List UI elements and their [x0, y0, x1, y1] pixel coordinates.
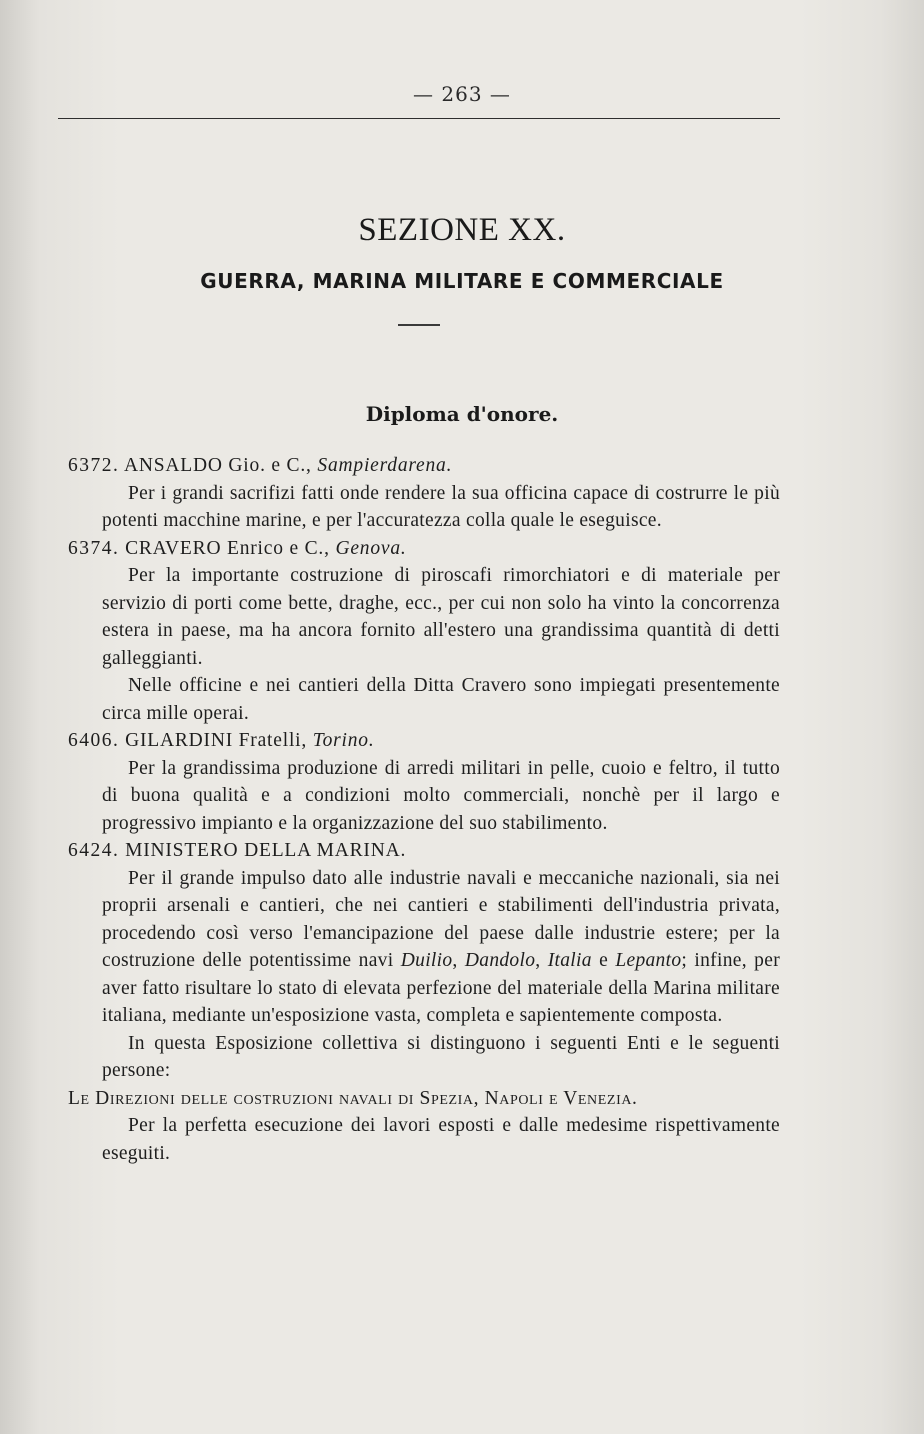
header-rule [58, 118, 780, 119]
ship-name: Lepanto [615, 950, 682, 971]
award-heading: Diploma d'onore. [365, 402, 559, 426]
page-number: — 263 — [413, 82, 511, 106]
entry-number: 6406. [68, 730, 120, 751]
entry-place: Sampierdarena. [317, 455, 453, 476]
sub-entry-heading: Le Direzioni delle costruzioni navali di Spezia, Napoli e Venezia. [68, 1087, 638, 1109]
entry-heading [68, 727, 780, 755]
conjunction: e [591, 950, 616, 971]
entry-name: CRAVERO Enrico e C., [125, 537, 330, 559]
entry-number: 6424. [68, 840, 120, 861]
separator: , [452, 950, 465, 971]
entry-paragraph [68, 865, 780, 1030]
entry-name: GILARDINI Fratelli, [125, 730, 308, 751]
entry-place: Genova. [335, 537, 407, 559]
paragraph-text: ; infine, per aver fatto risultare lo stato di elevata perfezione del materiale della Marina militare italiana, mediante un'esposizione vasta, completa e sapientemente composta. [102, 950, 780, 1026]
ship-name: Dandolo [464, 950, 536, 971]
entry-place: Torino. [312, 730, 375, 751]
entry-heading [68, 452, 780, 480]
section-subtitle: GUERRA, MARINA MILITARE E COMMERCIALE [200, 269, 724, 293]
entry-paragraph: Per la importante costruzione di piroscafi rimorchiatori e di materiale per servizio di porti come bette, draghe, ecc., per cui non solo ha vinto la concorrenza estera in paese, ma ha ancora fornito all'estero una grandissima quantità di detti galleggianti. [102, 565, 780, 669]
entry-paragraph: Per la grandissima produzione di arredi militari in pelle, cuoio e feltro, il tutto di buona qualità e a condizioni molto commerciali, nonchè per il largo e progressivo impianto e la organizzazione del suo stabilimento. [102, 757, 780, 834]
sub-entry-paragraph: Per la perfetta esecuzione dei lavori esposti e dalle medesime rispettivamente eseguiti. [102, 1115, 780, 1164]
entry-name: MINISTERO DELLA MARINA. [125, 840, 407, 861]
section-title: SEZIONE XX. [358, 212, 566, 248]
separator: , [535, 950, 548, 971]
entry-paragraph: Nelle officine e nei cantieri della Ditta Cravero sono impiegati presentemente circa mille operai. [102, 675, 780, 724]
entry-name: ANSALDO Gio. e C., [123, 455, 312, 476]
entry-heading [68, 837, 780, 865]
entry-paragraph: Per i grandi sacrifizi fatti onde rendere la sua officina capace di costrurre le più potenti macchine marine, e per l'accuratezza colla quale le eseguisce. [102, 482, 780, 531]
ship-name: Duilio [400, 950, 453, 971]
section-divider [398, 324, 440, 326]
entry-number: 6372. [68, 455, 120, 476]
entry-paragraph: In questa Esposizione collettiva si distinguono i seguenti Enti e le seguenti persone: [102, 1032, 780, 1081]
ship-name: Italia [547, 950, 592, 971]
entries-body [68, 452, 780, 1167]
paragraph-text: Per il grande impulso dato alle industrie navali e meccaniche nazionali, sia nei proprii arsenali e cantieri, che nei cantieri e stabilimenti dell'industria privata, procedendo così verso l'emancipazione del paese dalle industrie estere; per la costruzione delle potentissime navi [102, 867, 780, 971]
entry-heading [68, 535, 780, 563]
entry-number: 6374. [68, 537, 120, 559]
